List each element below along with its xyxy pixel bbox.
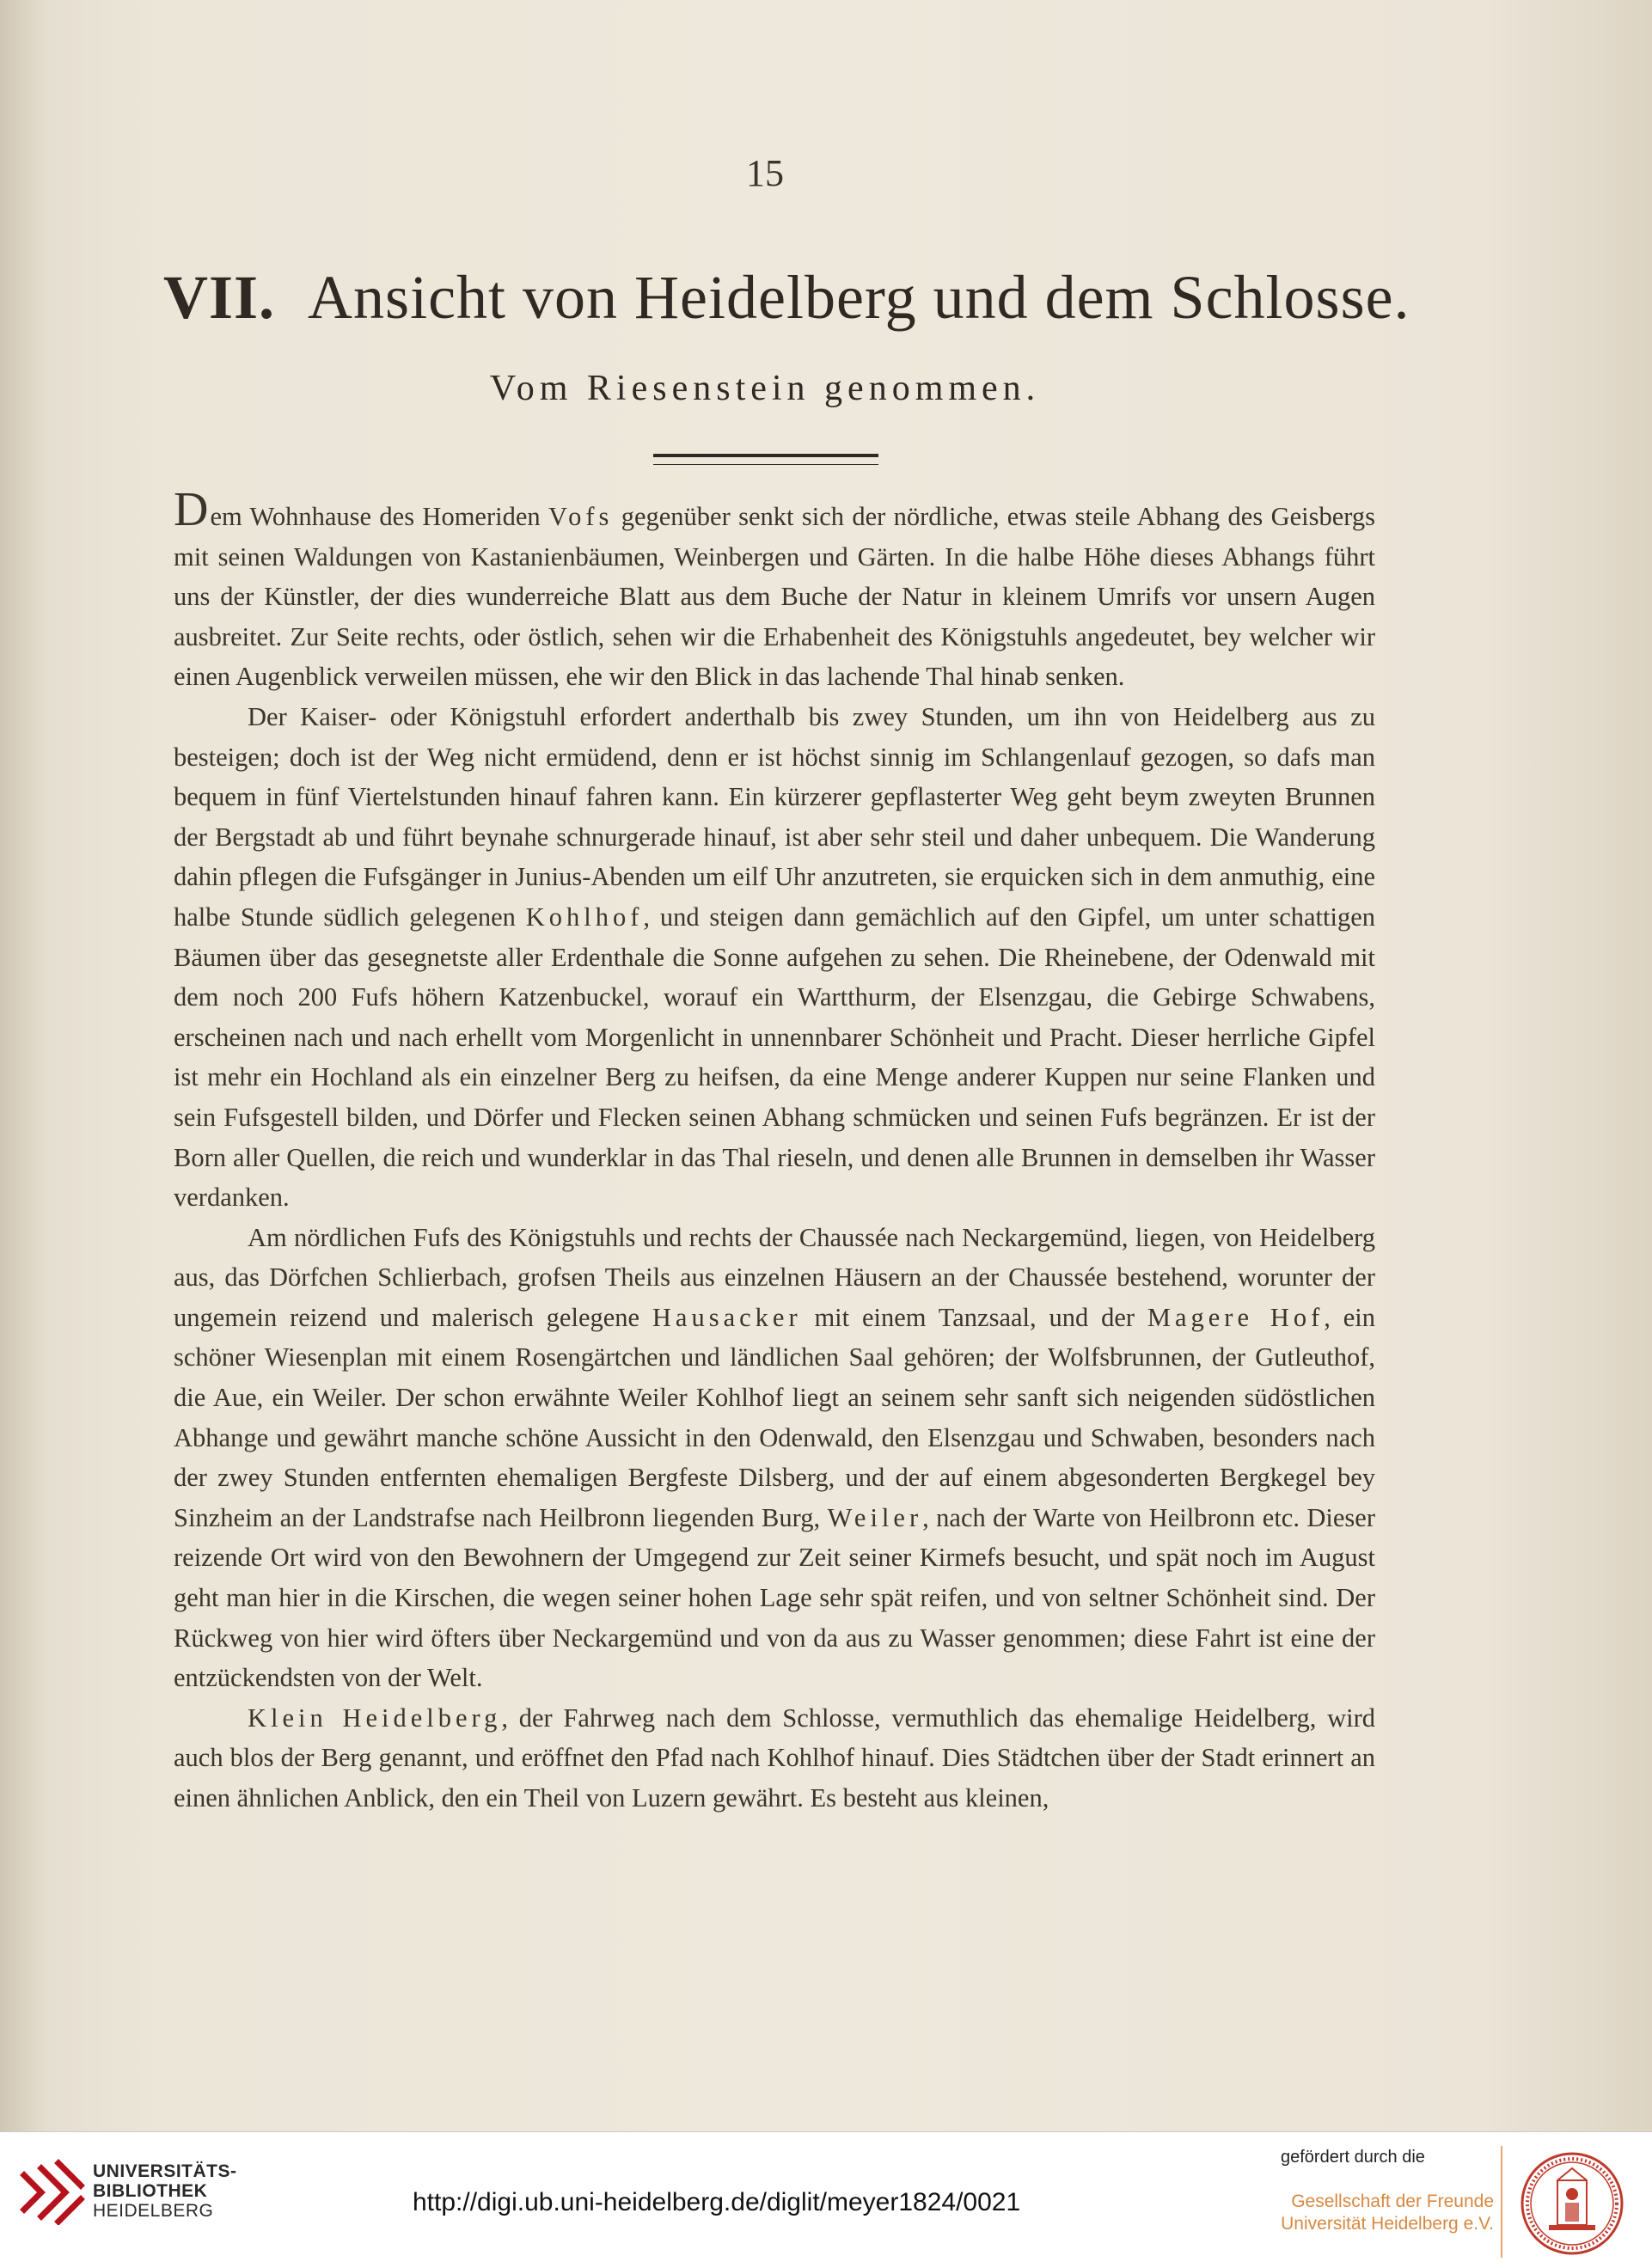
chapter-heading bbox=[163, 262, 1410, 333]
double-rule-divider bbox=[653, 454, 878, 465]
drop-cap: D bbox=[174, 483, 209, 536]
sponsor-divider bbox=[1501, 2146, 1502, 2258]
paragraph: Dem Wohnhause des Homeriden Vofs gegenüber senkt sich der nördliche, etwas steile Abhang des Geisbergs mit seinen Waldungen von Kastanienbäumen, Weinbergen und Gärten. In die halbe Höhe dieses Abhangs führt uns der Künstler, der dies wunderreiche Blatt aus dem Buche der Natur in kleinem Umrifs vor unsern Augen ausbreitet. Zur Seite rechts, oder östlich, sehen wir die Erhabenheit des Königstuhls angedeutet, bey welcher wir einen Augenblick verweilen müssen, ehe wir den Blick in das lachende Thal hinab senken. bbox=[174, 483, 1375, 692]
chapter-title: Ansicht von Heidelberg und dem Schlosse. bbox=[308, 263, 1410, 332]
paragraph: Am nördlichen Fufs des Königstuhls und rechts der Chaussée nach Neckargemünd, liegen, von Heidelberg aus, das Dörfchen Schlierbach, grofsen Theils aus einzelnen Häusern an der Chaussée bestehend, worunter der ungemein reizend und malerisch gelegene Hausacker mit einem Tanzsaal, und der Magere Hof, ein schöner Wiesenplan mit einem Rosengärtchen und ländlichen Saal gehören; der Wolfsbrunnen, der Gutleuthof, die Aue, ein Weiler. Der schon erwähnte Weiler Kohlhof liegt an seinem sehr sanft sich neigenden südöstlichen Abhange und gewährt manche schöne Aussicht in den Odenwald, den Elsenzgau und Schwaben, besonders nach der zwey Stunden entfernten ehemaligen Bergfeste Dilsberg, und der auf einem abgesonderten Bergkegel bey Sinzheim an der Landstrafse nach Heilbronn liegenden Burg, Weiler, nach der Warte von Heilbronn etc. Dieser reizende Ort wird von den Bewohnern der Umgegend zur Zeit seiner Kirmefs besucht, und spät noch im August geht man hier in die Kirschen, die wegen seiner hohen Lage sehr spät reifen, und von seltner Schönheit sind. Der Rückweg von hier wird öfters über Neckargemünd und von da aus zu Wasser genommen; diese Fahrt ist eine der entzückendsten von der Welt. bbox=[174, 1222, 1376, 1693]
spaced-name: Magere Hof bbox=[1147, 1302, 1325, 1332]
body-text bbox=[174, 483, 1376, 1819]
sponsor-name[interactable]: Gesellschaft der Freunde Universität Heidelberg e.V. bbox=[1281, 2192, 1494, 2234]
footer-bar bbox=[0, 2131, 1652, 2268]
spaced-name: Hausacker bbox=[652, 1302, 802, 1332]
permalink-url[interactable]: http://digi.ub.uni-heidelberg.de/diglit/meyer1824/0021 bbox=[413, 2188, 1021, 2216]
spaced-name: Kohlhof bbox=[525, 902, 644, 932]
spaced-name: Klein Heidelberg bbox=[248, 1703, 502, 1733]
chapter-number: VII. bbox=[163, 263, 276, 332]
chapter-subheading: Vom Riesenstein genommen. bbox=[489, 369, 1041, 408]
sponsor-caption: gefördert durch die bbox=[1281, 2148, 1425, 2167]
library-logo-icon[interactable] bbox=[19, 2158, 86, 2225]
paragraph: Klein Heidelberg, der Fahrweg nach dem Schlosse, vermuthlich das ehemalige Heidelberg, wird auch blos der Berg genannt, und eröffnet den Pfad nach Kohlhof hinauf. Dies Städtchen über der Stadt erinnert an einen ähnlichen Anblick, den ein Theil von Luzern gewährt. Es besteht aus kleinen, bbox=[174, 1703, 1375, 1813]
spaced-name: Weiler bbox=[827, 1502, 923, 1532]
spaced-name: Vofs bbox=[548, 502, 614, 531]
paragraph: Der Kaiser- oder Königstuhl erfordert anderthalb bis zwey Stunden, um ihn von Heidelberg aus zu besteigen; doch ist der Weg nicht ermüdend, denn er ist höchst sinnig im Schlangenlauf gezogen, so dafs man bequem in fünf Viertelstunden hinauf fahren kann. Ein kürzerer gepflasterter Weg geht beym zweyten Brunnen der Bergstadt ab und führt beynahe schnurgerade hinauf, ist aber sehr steil und daher unbequem. Die Wanderung dahin pflegen die Fufsgänger in Junius-Abenden um eilf Uhr anzutreten, sie erquicken sich in dem anmuthig, eine halbe Stunde südlich gelegenen Kohlhof, und steigen dann gemächlich auf den Gipfel, um unter schattigen Bäumen über das gesegnetste aller Erdenthale die Sonne aufgehen zu sehen. Die Rheinebene, der Odenwald mit dem noch 200 Fufs höhern Katzenbuckel, worauf ein Wartthurm, der Elsenzgau, die Gebirge Schwabens, erscheinen nach und nach erhellt vom Morgenlicht in unnennbarer Schönheit und Pracht. Dieser herrliche Gipfel ist mehr ein Hochland als ein einzelner Berg zu heifsen, da eine Menge anderer Kuppen nur seine Flanken und sein Fufsgestell bilden, und Dörfer und Flecken seinen Abhang schmücken und seinen Fufs begränzen. Er ist der Born aller Quellen, die reich und wunderklar in das Thal rieseln, und denen alle Brunnen in demselben ihr Wasser verdanken. bbox=[174, 701, 1375, 1213]
university-seal-icon bbox=[1520, 2151, 1624, 2256]
library-name: UNIVERSITÄTS- BIBLIOTHEK HEIDELBERG bbox=[93, 2161, 237, 2221]
page-number: 15 bbox=[746, 152, 784, 194]
